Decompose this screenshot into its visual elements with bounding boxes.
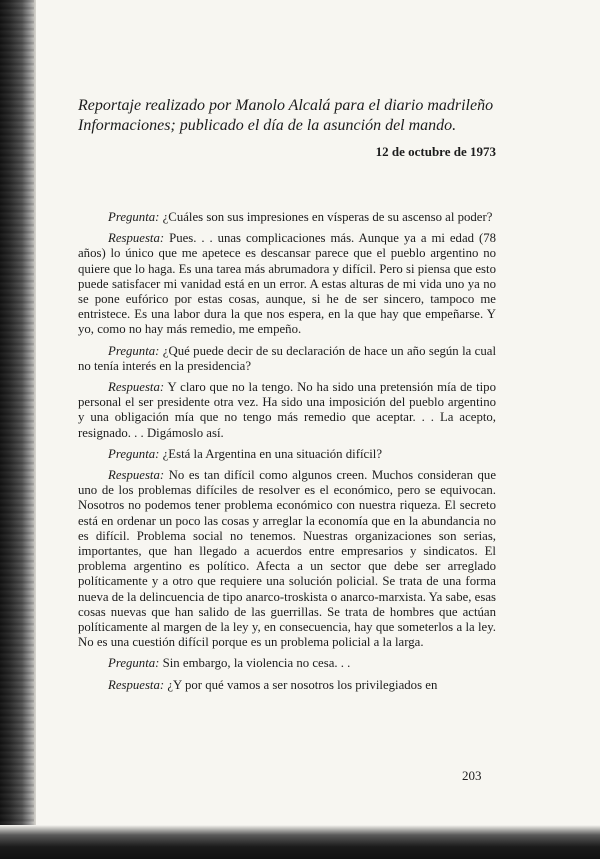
interview-body xyxy=(78,210,496,693)
page-number: 203 xyxy=(462,768,482,783)
speaker-label: Pregunta: xyxy=(108,656,160,671)
answer-paragraph xyxy=(78,678,496,693)
question-paragraph xyxy=(78,656,496,671)
heading-line-2: Informaciones; publicado el día de la asunción del mando. xyxy=(78,117,457,134)
paragraph-text: Sin embargo, la violencia no cesa. . . xyxy=(162,656,351,671)
paragraph-text: ¿Está la Argentina en una situación difícil? xyxy=(162,446,382,461)
heading-line-1: Reportaje realizado por Manolo Alcalá para el diario madrileño xyxy=(78,97,494,114)
speaker-label: Respuesta: xyxy=(108,380,165,395)
question-paragraph xyxy=(78,447,496,462)
document-date: 12 de octubre de 1973 xyxy=(375,144,496,159)
paragraph-text: No es tan difícil como algunos creen. Muchos consideran que uno de los problemas difíciles de resolver es el económico, pero se equivocan. Nosotros no podemos tener problema económico con nuestra riqueza. El secreto está en ordenar un poco las cosas y arreglar la economía que en la abundancia no es difícil. Problema social no tenemos. Nuestras organizaciones son serias, importantes, que han llegado a acuerdos entre empresarios y sindicatos. El problema argentino es político. Afecta a un sector que debe ser arreglado políticamente y a otro que requiere una solución policial. Se trata de una forma nueva de la delincuencia de tipo anarco-troskista o anarco-marxista. Ya sabe, esas cosas nuevas que han salido de las guerrillas. Se trata de hombres que actúan políticamente al margen de la ley y, en consecuencia, hay que someterlos a la ley. No es una cuestión difícil porque es un problema policial a la larga. xyxy=(78,468,496,650)
paragraph-text: ¿Cuáles son sus impresiones en vísperas de su ascenso al poder? xyxy=(162,210,493,224)
answer-paragraph xyxy=(78,380,496,441)
document-heading xyxy=(78,96,496,136)
speaker-label: Respuesta: xyxy=(108,468,165,483)
book-binding-texture xyxy=(0,0,34,859)
paragraph-text: ¿Qué puede decir de su declaración de hace un año según la cual no tenía interés en la presidencia? xyxy=(78,343,496,373)
speaker-label: Pregunta: xyxy=(108,210,160,224)
question-paragraph xyxy=(78,344,496,374)
answer-paragraph xyxy=(78,231,496,337)
page-bottom-shadow xyxy=(0,825,600,859)
speaker-label: Pregunta: xyxy=(108,446,160,461)
document-page xyxy=(78,96,496,699)
paragraph-text: Y claro que no la tengo. No ha sido una pretensión mía de tipo personal el ser presidente otra vez. Ha sido una imposición del pueblo argentino y una obligación mía que no tengo más remedio que aceptar. . . La acepto, resignado. . . Digámoslo así. xyxy=(78,380,496,440)
paragraph-text: Pues. . . unas complicaciones más. Aunque ya a mi edad (78 años) lo único que me apetece es descansar parece que el pueblo argentino no quiere que lo haga. Es una tarea más abrumadora y difícil. Pero si piensa que esto puede satisfacer mi vanidad está en un error. A estas alturas de mi vida uno ya no se pone eufórico por estas cosas, aunque, si he de ser sincero, tampoco me entristece. Es una labor dura la que nos espera, en la que hay que empeñarse. Y yo, como no hay más remedio, me empeño. xyxy=(78,231,497,337)
speaker-label: Respuesta: xyxy=(108,677,165,692)
paragraph-text: ¿Y por qué vamos a ser nosotros los privilegiados en xyxy=(167,677,438,692)
answer-paragraph xyxy=(78,468,496,650)
speaker-label: Respuesta: xyxy=(108,231,165,246)
question-paragraph xyxy=(78,210,496,225)
speaker-label: Pregunta: xyxy=(108,343,160,358)
